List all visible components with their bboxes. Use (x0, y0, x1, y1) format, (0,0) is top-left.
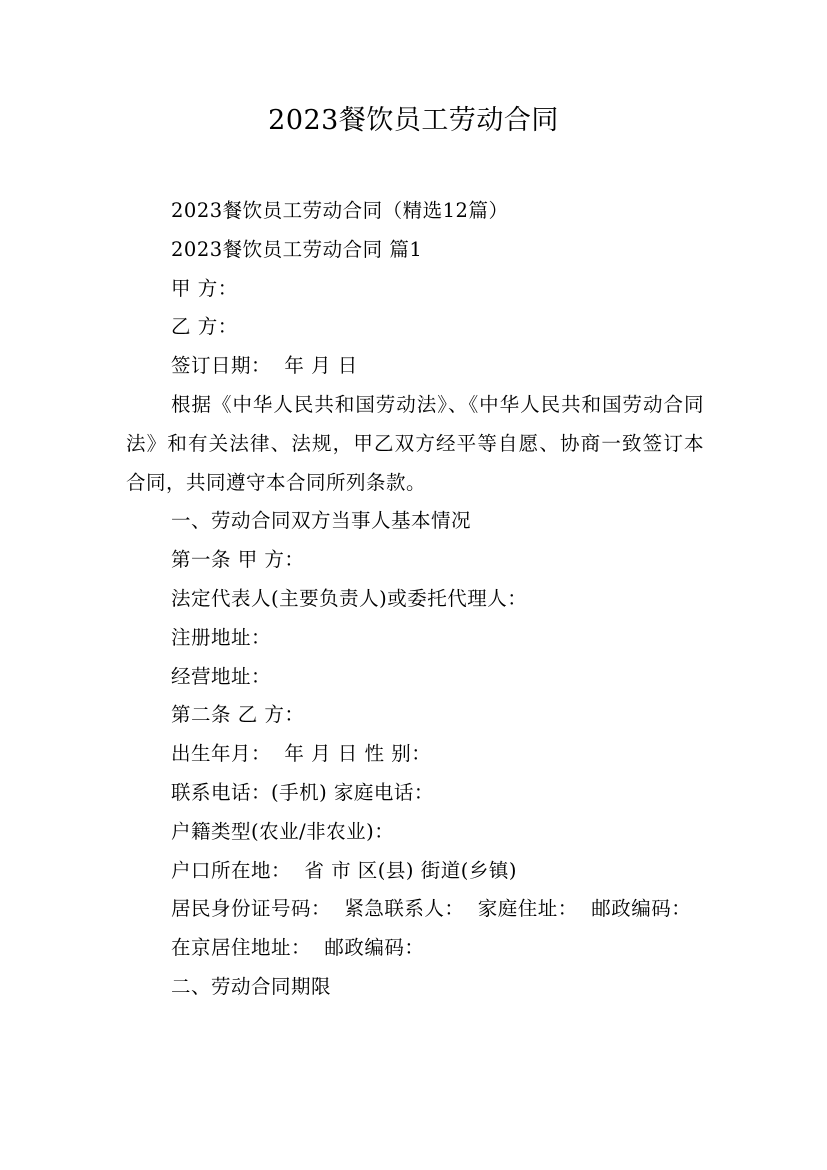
paragraph-collection-title: 2023餐饮员工劳动合同（精选12篇） (171, 199, 509, 222)
paragraph-birth-gender: 出生年月： 年 月 日 性 别： (171, 742, 432, 766)
paragraph-beijing-address: 在京居住地址： 邮政编码： (171, 936, 425, 960)
paragraph-signing-date: 签订日期： 年 月 日 (171, 354, 358, 378)
paragraph-heading-term: 二、劳动合同期限 (171, 974, 332, 998)
paragraph-business-address: 经营地址： (171, 664, 272, 688)
document-title: 2023餐饮员工劳动合同 (268, 105, 559, 136)
paragraph-household-location: 户口所在地： 省 市 区(县) 街道(乡镇) (171, 858, 517, 882)
paragraph-registered-address: 注册地址： (171, 625, 272, 649)
paragraph-article-1: 第一条 甲 方： (171, 548, 305, 572)
paragraph-section-title: 2023餐饮员工劳动合同 篇1 (171, 237, 423, 261)
paragraph-preamble: 根据《中华人民共和国劳动法》、《中华人民共和国劳动合同法》和有关法律、法规，甲乙双方经平等自愿、协商一致签订本合同，共同遵守本合同所列条款。 (126, 392, 704, 494)
document-body (126, 192, 704, 1007)
paragraph-article-2: 第二条 乙 方： (171, 703, 305, 727)
paragraph-party-b: 乙 方： (171, 315, 238, 339)
paragraph-legal-representative: 法定代表人(主要负责人)或委托代理人： (171, 586, 528, 610)
paragraph-phone: 联系电话：(手机) 家庭电话： (171, 780, 434, 804)
paragraph-heading-basic-info: 一、劳动合同双方当事人基本情况 (171, 509, 472, 533)
paragraph-household-type: 户籍类型(农业/非农业)： (171, 819, 395, 843)
paragraph-party-a: 甲 方： (171, 276, 238, 300)
paragraph-id-contact: 居民身份证号码： 紧急联系人： 家庭住址： 邮政编码： (171, 897, 692, 921)
